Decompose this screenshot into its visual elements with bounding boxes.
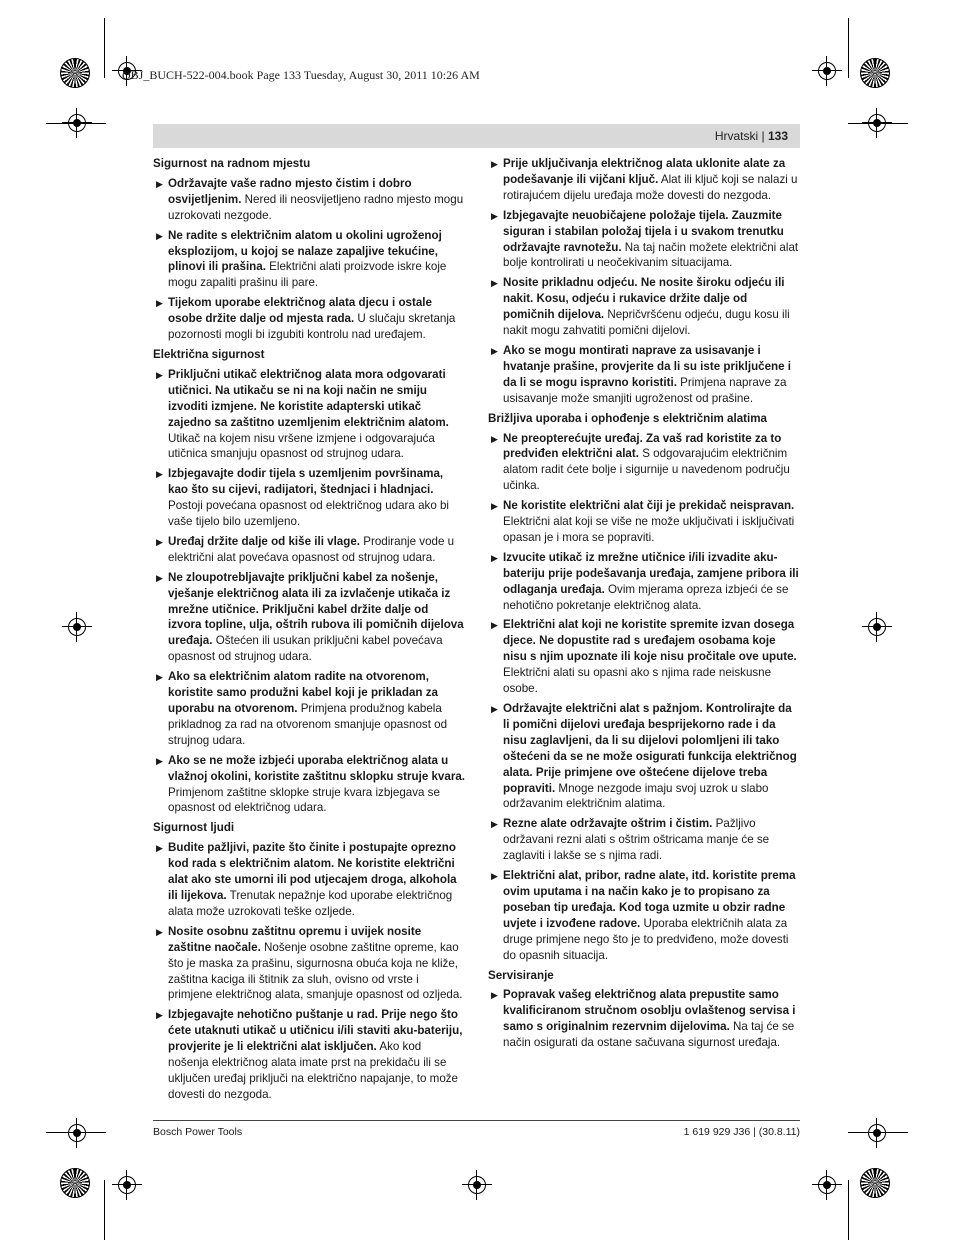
bullet-item-bold: Izbjegavajte dodir tijela s uzemljenim površinama, kao što su cijevi, radijatori, štednjaci i hladnjaci. — [168, 467, 444, 497]
triangle-right-icon: ▶ — [491, 704, 498, 714]
triangle-right-icon: ▶ — [156, 536, 163, 547]
bullet-item-text: Na taj način možete električni alat bolje kontrolirati u neočekivanim situacijama. — [503, 240, 799, 270]
footer-brand: Bosch Power Tools — [153, 1126, 243, 1138]
bullet-item-bold: Priključni utikač električnog alata mora odgovarati utičnici. Na utikaču se ni na koji način ne smiju izvoditi izmjene. Ne koristite adapterski utikač zajedno sa zaštitno uzemljenim električnim alatom. — [168, 367, 449, 429]
triangle-right-icon: ▶ — [156, 672, 163, 683]
triangle-right-icon: ▶ — [156, 230, 163, 241]
bullet-item-text: Postoji povećana opasnost od električnog udara ako bi vaše tijelo bilo uzemljeno. — [168, 499, 450, 529]
bullet-item-bold: Ne preopterećujte uređaj. Za vaš rad koristite za to predviđen električni alat. — [503, 431, 782, 461]
bullet-item-bold: Izbjegavajte neuobičajene položaje tijela. Zauzmite siguran i stabilan položaj tijela i u svakom trenutku održavajte ravnotežu. — [503, 208, 784, 254]
page-header — [715, 129, 788, 143]
triangle-right-icon: ▶ — [491, 620, 498, 631]
triangle-right-icon: ▶ — [156, 926, 163, 937]
bullet-item-bold: Ako sa električnim alatom radite na otvorenom, koristite samo produžni kabel koji je prikladan za uporabu na otvorenom. — [168, 670, 438, 715]
crop-line — [848, 1180, 849, 1240]
bullet-item-text: Utikač na kojem nisu vršene izmjene i odgovarajuća utičnica smanjuju opasnost od strujnog udara. — [168, 431, 435, 461]
bullet-item-bold: Održavajte električni alat s pažnjom. Kontrolirajte da li pomični dijelovi uređaja besprijekorno rade i da nisu zaglavljeni, da li su dijelovi polomljeni ili tako oštećeni da se ne može osigurati funkcija električnog alata. Prije primjene ove oštećene dijelove treba popraviti. — [503, 702, 797, 795]
bullet-item-bold: Tijekom uporabe električnog alata djecu i ostale osobe držite dalje od mjesta rada. — [168, 296, 432, 326]
bullet-item — [488, 498, 800, 546]
bullet-item-text: Mnoge nezgode imaju svoj uzrok u slabo održavanim električnim alatima. — [503, 781, 769, 811]
bullet-item — [153, 840, 465, 920]
bullet-item — [488, 868, 800, 963]
registration-mark-icon — [862, 1118, 892, 1148]
bullet-item — [153, 295, 465, 343]
bullet-item — [153, 753, 465, 817]
page-number: 133 — [767, 129, 788, 143]
triangle-right-icon: ▶ — [491, 345, 498, 356]
bullet-item-text: Uporaba električnih alata za druge primjene nego što je to predviđeno, može dovesti do opasnih situacija. — [503, 916, 789, 962]
page-header-band — [153, 124, 800, 148]
bullet-item — [153, 466, 465, 530]
bullet-item-text: Oštećen ili usukan priključni kabel povećava opasnost od strujnog udara. — [168, 634, 443, 664]
bullet-item-text: Alat ili ključ koji se nalazi u rotirajućem dijelu uređaja može dovesti do nezgoda. — [503, 172, 798, 202]
bullet-item — [488, 816, 800, 864]
star-target-icon — [60, 1168, 90, 1198]
bullet-item-text: Električni alati su opasni ako s njima rade neiskusne osobe. — [503, 666, 772, 696]
bullet-item-text: Ovim mjerama opreza izbjeći će se nehotično pokretanje električnog alata. — [503, 582, 789, 612]
bullet-item-text: Na taj će se način osigurati da ostane sačuvana sigurnost uređaja. — [503, 1020, 795, 1050]
registration-mark-icon — [812, 1170, 842, 1200]
bullet-item-text: Trenutak nepažnje kod uporabe električnog alata može uzrokovati teške ozljede. — [168, 888, 453, 918]
section-heading: Brižljiva uporaba i ophođenje s električnim alatima — [488, 411, 767, 425]
bullet-item-text: Nošenje osobne zaštitne opreme, kao što je maska za prašinu, sigurnosna obuća koja ne kliže, zaštitna kaciga ili štitnik za sluh, ovisno od vrste i primjene električnog alata, smanjuje opasnost od ozljeda. — [168, 940, 463, 1002]
bullet-item-bold: Ako se mogu montirati naprave za usisavanje i hvatanje prašine, provjerite da li su iste priključene i da li se mogu ispravno koristiti. — [503, 343, 792, 389]
bullet-item — [488, 208, 800, 272]
bullet-item — [153, 669, 465, 749]
star-target-icon — [60, 58, 90, 88]
bullet-item — [153, 176, 465, 224]
bullet-item-text: Primjena produžnog kabela prikladnog za rad na otvorenom smanjuje opasnost od strujnog udara. — [168, 702, 448, 747]
registration-mark-icon — [62, 1118, 92, 1148]
bullet-item-text: Nepričvršćenu odjeću, dugu kosu ili nakit mogu zahvatiti pomični dijelovi. — [503, 308, 790, 338]
bullet-item-bold: Prije uključivanja električnog alata uklonite alate za podešavanje ili vijčani ključ. — [503, 157, 786, 186]
bullet-item-text: Pažljivo održavani rezni alati s oštrim oštricama manje će se zaglaviti i lakše se s njima radi. — [503, 817, 770, 863]
bullet-item-bold: Ne koristite električni alat čiji je prekidač neispravan. — [503, 499, 795, 513]
bullet-item-text: Nered ili neosvijetljeno radno mjesto mogu uzrokovati nezgode. — [168, 192, 464, 222]
bullet-item-bold: Električni alat, pribor, radne alate, itd. koristite prema ovim uputama i na način kako je to propisano za poseban tip uređaja. Kod toga uzmite u obzir radne uvjete i izvođene radove. — [503, 869, 796, 930]
bullet-item-bold: Izvucite utikač iz mrežne utičnice i/ili izvadite aku-bateriju prije podešavanja uređaja, zamjene pribora ili odlaganja uređaja. — [503, 550, 799, 596]
bullet-item — [153, 924, 465, 1004]
bullet-item — [153, 570, 465, 665]
bullet-item-text: Električni alat koji se više ne može uključivati i isključivati opasan je i mora se popraviti. — [503, 515, 795, 544]
bullet-item-text: U slučaju skretanja pozornosti mogli bi izgubiti kontrolu nad uređajem. — [168, 312, 456, 342]
right-column — [488, 156, 800, 1055]
bullet-item — [488, 431, 800, 495]
triangle-right-icon: ▶ — [491, 433, 498, 444]
bullet-item-text: Primjena naprave za usisavanje može smanjiti ugroženost od prašine. — [503, 375, 787, 405]
triangle-right-icon: ▶ — [156, 178, 163, 189]
bullet-item — [488, 550, 800, 614]
star-target-icon — [860, 1168, 890, 1198]
bullet-item — [488, 343, 800, 407]
bullet-item-bold: Nosite osobnu zaštitnu opremu i uvijek nosite zaštitne naočale. — [168, 924, 422, 954]
star-target-icon — [860, 58, 890, 88]
section-heading: Servisiranje — [488, 968, 554, 982]
bullet-item-bold: Uređaj držite dalje od kiše ili vlage. — [168, 534, 361, 548]
bullet-item — [488, 275, 800, 339]
print-header: OBJ_BUCH-522-004.book Page 133 Tuesday, August 30, 2011 10:26 AM — [122, 68, 480, 82]
bullet-item-bold: Izbjegavajte nehotično puštanje u rad. Prije nego što ćete utaknuti utikač u utičnicu i/ili staviti aku-bateriju, provjerite je li električni alat isključen. — [168, 1008, 463, 1054]
registration-mark-icon — [862, 612, 892, 642]
bullet-item — [488, 617, 800, 697]
bullet-item — [488, 987, 800, 1051]
triangle-right-icon: ▶ — [156, 1010, 163, 1021]
section-heading: Sigurnost ljudi — [153, 821, 235, 835]
bullet-item-bold: Električni alat koji ne koristite spremite izvan dosega djece. Ne dopustite rad s uređajem osobama koje nisu s njim upoznate ili koje nisu pročitale ove upute. — [503, 618, 797, 664]
section-heading: Sigurnost na radnom mjestu — [153, 157, 311, 170]
left-column — [153, 156, 465, 1107]
bullet-item-text: Ako kod nošenja električnog alata imate prst na prekidaču ili se uključen uređaj priključi na električno napajanje, to može dovesti do nezgoda. — [168, 1040, 459, 1101]
crop-line — [104, 1180, 105, 1240]
bullet-item-text: Električni alati proizvode iskre koje mogu zapaliti prašinu ili pare. — [168, 260, 447, 290]
triangle-right-icon: ▶ — [156, 469, 163, 480]
section-heading: Električna sigurnost — [153, 347, 265, 361]
registration-mark-icon — [862, 108, 892, 138]
footer-doc-number: 1 619 929 J36 | (30.8.11) — [683, 1126, 800, 1138]
triangle-right-icon: ▶ — [491, 990, 498, 1001]
registration-mark-icon — [462, 1170, 492, 1200]
header-separator: | — [761, 129, 765, 143]
bullet-item-text: Primjenom zaštitne sklopke struje kvara izbjegava se opasnost od električnog udara. — [168, 785, 440, 815]
triangle-right-icon: ▶ — [491, 159, 498, 169]
bullet-item — [488, 156, 800, 204]
bullet-item-bold: Ne radite s električnim alatom u okolini ugroženoj eksplozijom, u kojoj se nalaze zapaljive tekućine, plinovi ili prašina. — [168, 228, 442, 274]
crop-line — [848, 18, 849, 78]
triangle-right-icon: ▶ — [156, 572, 163, 583]
registration-mark-icon — [812, 56, 842, 86]
triangle-right-icon: ▶ — [491, 210, 498, 221]
triangle-right-icon: ▶ — [491, 819, 498, 830]
registration-mark-icon — [112, 1170, 142, 1200]
bullet-item — [153, 367, 465, 462]
triangle-right-icon: ▶ — [156, 298, 163, 309]
crop-line — [104, 18, 105, 78]
bullet-item-bold: Rezne alate održavajte oštrim i čistim. — [503, 817, 713, 831]
triangle-right-icon: ▶ — [491, 871, 498, 882]
bullet-item-bold: Nosite prikladnu odjeću. Ne nosite široku odjeću ili nakit. Kosu, odjeću i rukavice držite dalje od pomičnih dijelova. — [503, 276, 785, 322]
triangle-right-icon: ▶ — [491, 278, 498, 289]
triangle-right-icon: ▶ — [156, 843, 163, 854]
header-language: Hrvatski — [714, 129, 759, 143]
bullet-item-bold: Popravak vašeg električnog alata prepustite samo kvalificiranom stručnom osoblju ovlaštenog servisa i samo s originalnim rezervnim dijelovima. — [503, 988, 796, 1034]
bullet-item — [488, 701, 800, 812]
triangle-right-icon: ▶ — [491, 501, 498, 512]
registration-mark-icon — [62, 612, 92, 642]
bullet-item — [153, 1007, 465, 1102]
bullet-item-text: S odgovarajućim električnim alatom radit ćete bolje i sigurnije u navedenom području učinka. — [503, 447, 790, 493]
triangle-right-icon: ▶ — [491, 552, 498, 563]
bullet-item-bold: Ne zloupotrebljavajte priključni kabel za nošenje, vješanje električnog alata ili za izvlačenje utikača iz mrežne utičnice. Priključni kabel držite dalje od izvora topline, ulja, oštrih rubova ili pomičnih dijelova uređaja. — [168, 570, 464, 648]
triangle-right-icon: ▶ — [156, 755, 163, 766]
bullet-item — [153, 228, 465, 292]
bullet-item-bold: Ako se ne može izbjeći uporaba električnog alata u vlažnoj okolini, koristite zaštitnu sklopku struje kvara. — [168, 753, 466, 783]
bullet-item-text: Prodiranje vode u električni alat povećava opasnost od strujnog udara. — [168, 534, 455, 564]
bullet-item-bold: Budite pažljivi, pazite što činite i postupajte oprezno kod rada s električnim alatom. Ne koristite električni alat ako ste umorni ili pod utjecajem droga, alkohola ili lijekova. — [168, 841, 457, 902]
bullet-item — [153, 534, 465, 566]
registration-mark-icon — [62, 108, 92, 138]
bullet-item-bold: Održavajte vaše radno mjesto čistim i dobro osvijetljenim. — [168, 176, 412, 206]
footer-rule — [153, 1120, 800, 1121]
triangle-right-icon: ▶ — [156, 369, 163, 380]
